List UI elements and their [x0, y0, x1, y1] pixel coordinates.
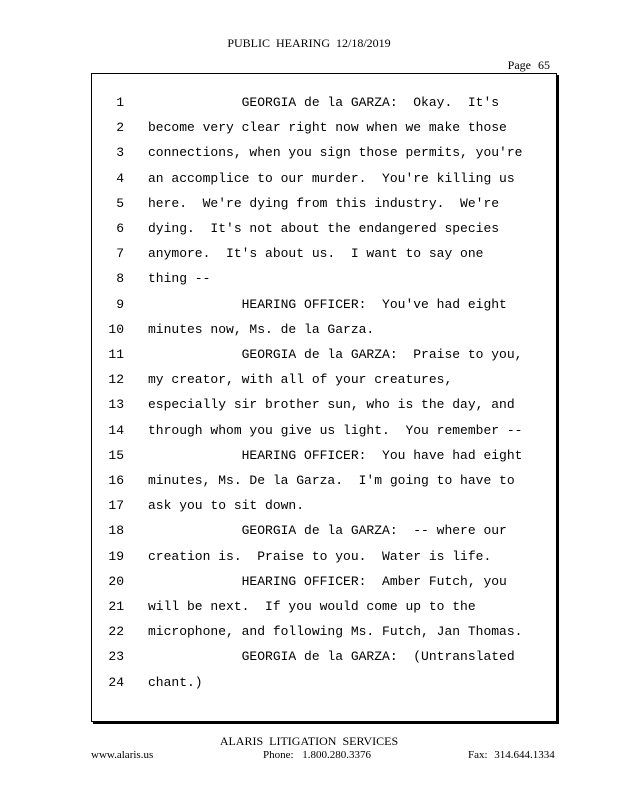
line-number: 19: [108, 548, 124, 564]
line-text: through whom you give us light. You remember --: [148, 422, 523, 438]
line-number: 15: [108, 447, 124, 463]
line-text: microphone, and following Ms. Futch, Jan Thomas.: [148, 624, 523, 640]
line-text: GEORGIA de la GARZA: Praise to you,: [148, 347, 523, 362]
line-number: 23: [108, 649, 124, 665]
line-text: anymore. It's about us. I want to say one: [148, 246, 484, 262]
line-text: GEORGIA de la GARZA: (Untranslated: [148, 649, 515, 665]
line-number: 1: [116, 95, 124, 110]
line-text: dying. It's not about the endangered species: [148, 221, 500, 236]
line-number: 10: [108, 321, 124, 337]
line-text: minutes, Ms. De la Garza. I'm going to have to: [148, 473, 515, 488]
line-number: 12: [108, 372, 124, 388]
footer-company: ALARIS LITIGATION SERVICES: [219, 734, 399, 748]
line-number: 20: [108, 573, 124, 589]
line-number: 17: [108, 498, 124, 514]
line-number: 21: [108, 599, 124, 614]
line-text: creation is. Praise to you. Water is life.: [148, 548, 492, 564]
transcript-frame: [91, 73, 557, 722]
line-number: 4: [116, 170, 124, 186]
line-number: 13: [108, 397, 124, 413]
line-text: GEORGIA de la GARZA: -- where our: [148, 523, 507, 539]
line-text: GEORGIA de la GARZA: Okay. It's: [148, 95, 500, 110]
line-number: 14: [108, 422, 124, 438]
line-text: HEARING OFFICER: You've had eight: [148, 296, 507, 312]
footer-phone: Phone: 1.800.280.3376: [263, 749, 372, 761]
line-number: 24: [108, 674, 124, 690]
line-text: especially sir brother sun, who is the day, and: [148, 397, 515, 413]
line-text: chant.): [148, 674, 203, 690]
line-number: 11: [108, 347, 124, 362]
line-text: ask you to sit down.: [148, 498, 305, 514]
line-number: 2: [116, 120, 124, 136]
line-number: 8: [116, 271, 124, 287]
line-text: here. We're dying from this industry. We're: [148, 195, 500, 211]
line-text: connections, when you sign those permits, you're: [148, 145, 523, 161]
line-number: 5: [116, 195, 124, 211]
line-text: minutes now, Ms. de la Garza.: [148, 321, 375, 337]
line-text: will be next. If you would come up to the: [148, 599, 476, 614]
line-number: 18: [108, 523, 124, 539]
line-text: an accomplice to our murder. You're killing us: [148, 170, 515, 186]
page-number: Page 65: [507, 58, 550, 72]
line-number: 22: [108, 624, 124, 640]
footer-fax: Fax: 314.644.1334: [468, 749, 555, 761]
line-text: HEARING OFFICER: Amber Futch, you: [148, 573, 507, 589]
line-text: thing --: [148, 271, 211, 287]
line-number: 6: [116, 221, 124, 236]
line-number: 16: [108, 473, 124, 488]
line-number: 7: [116, 246, 124, 262]
header-title: PUBLIC HEARING 12/18/2019: [227, 36, 391, 50]
line-text: become very clear right now when we make those: [148, 120, 507, 136]
line-number: 3: [116, 145, 124, 161]
line-number: 9: [116, 296, 124, 312]
footer-website[interactable]: www.alaris.us: [91, 749, 154, 761]
line-text: my creator, with all of your creatures,: [148, 372, 453, 388]
line-text: HEARING OFFICER: You have had eight: [148, 447, 523, 463]
